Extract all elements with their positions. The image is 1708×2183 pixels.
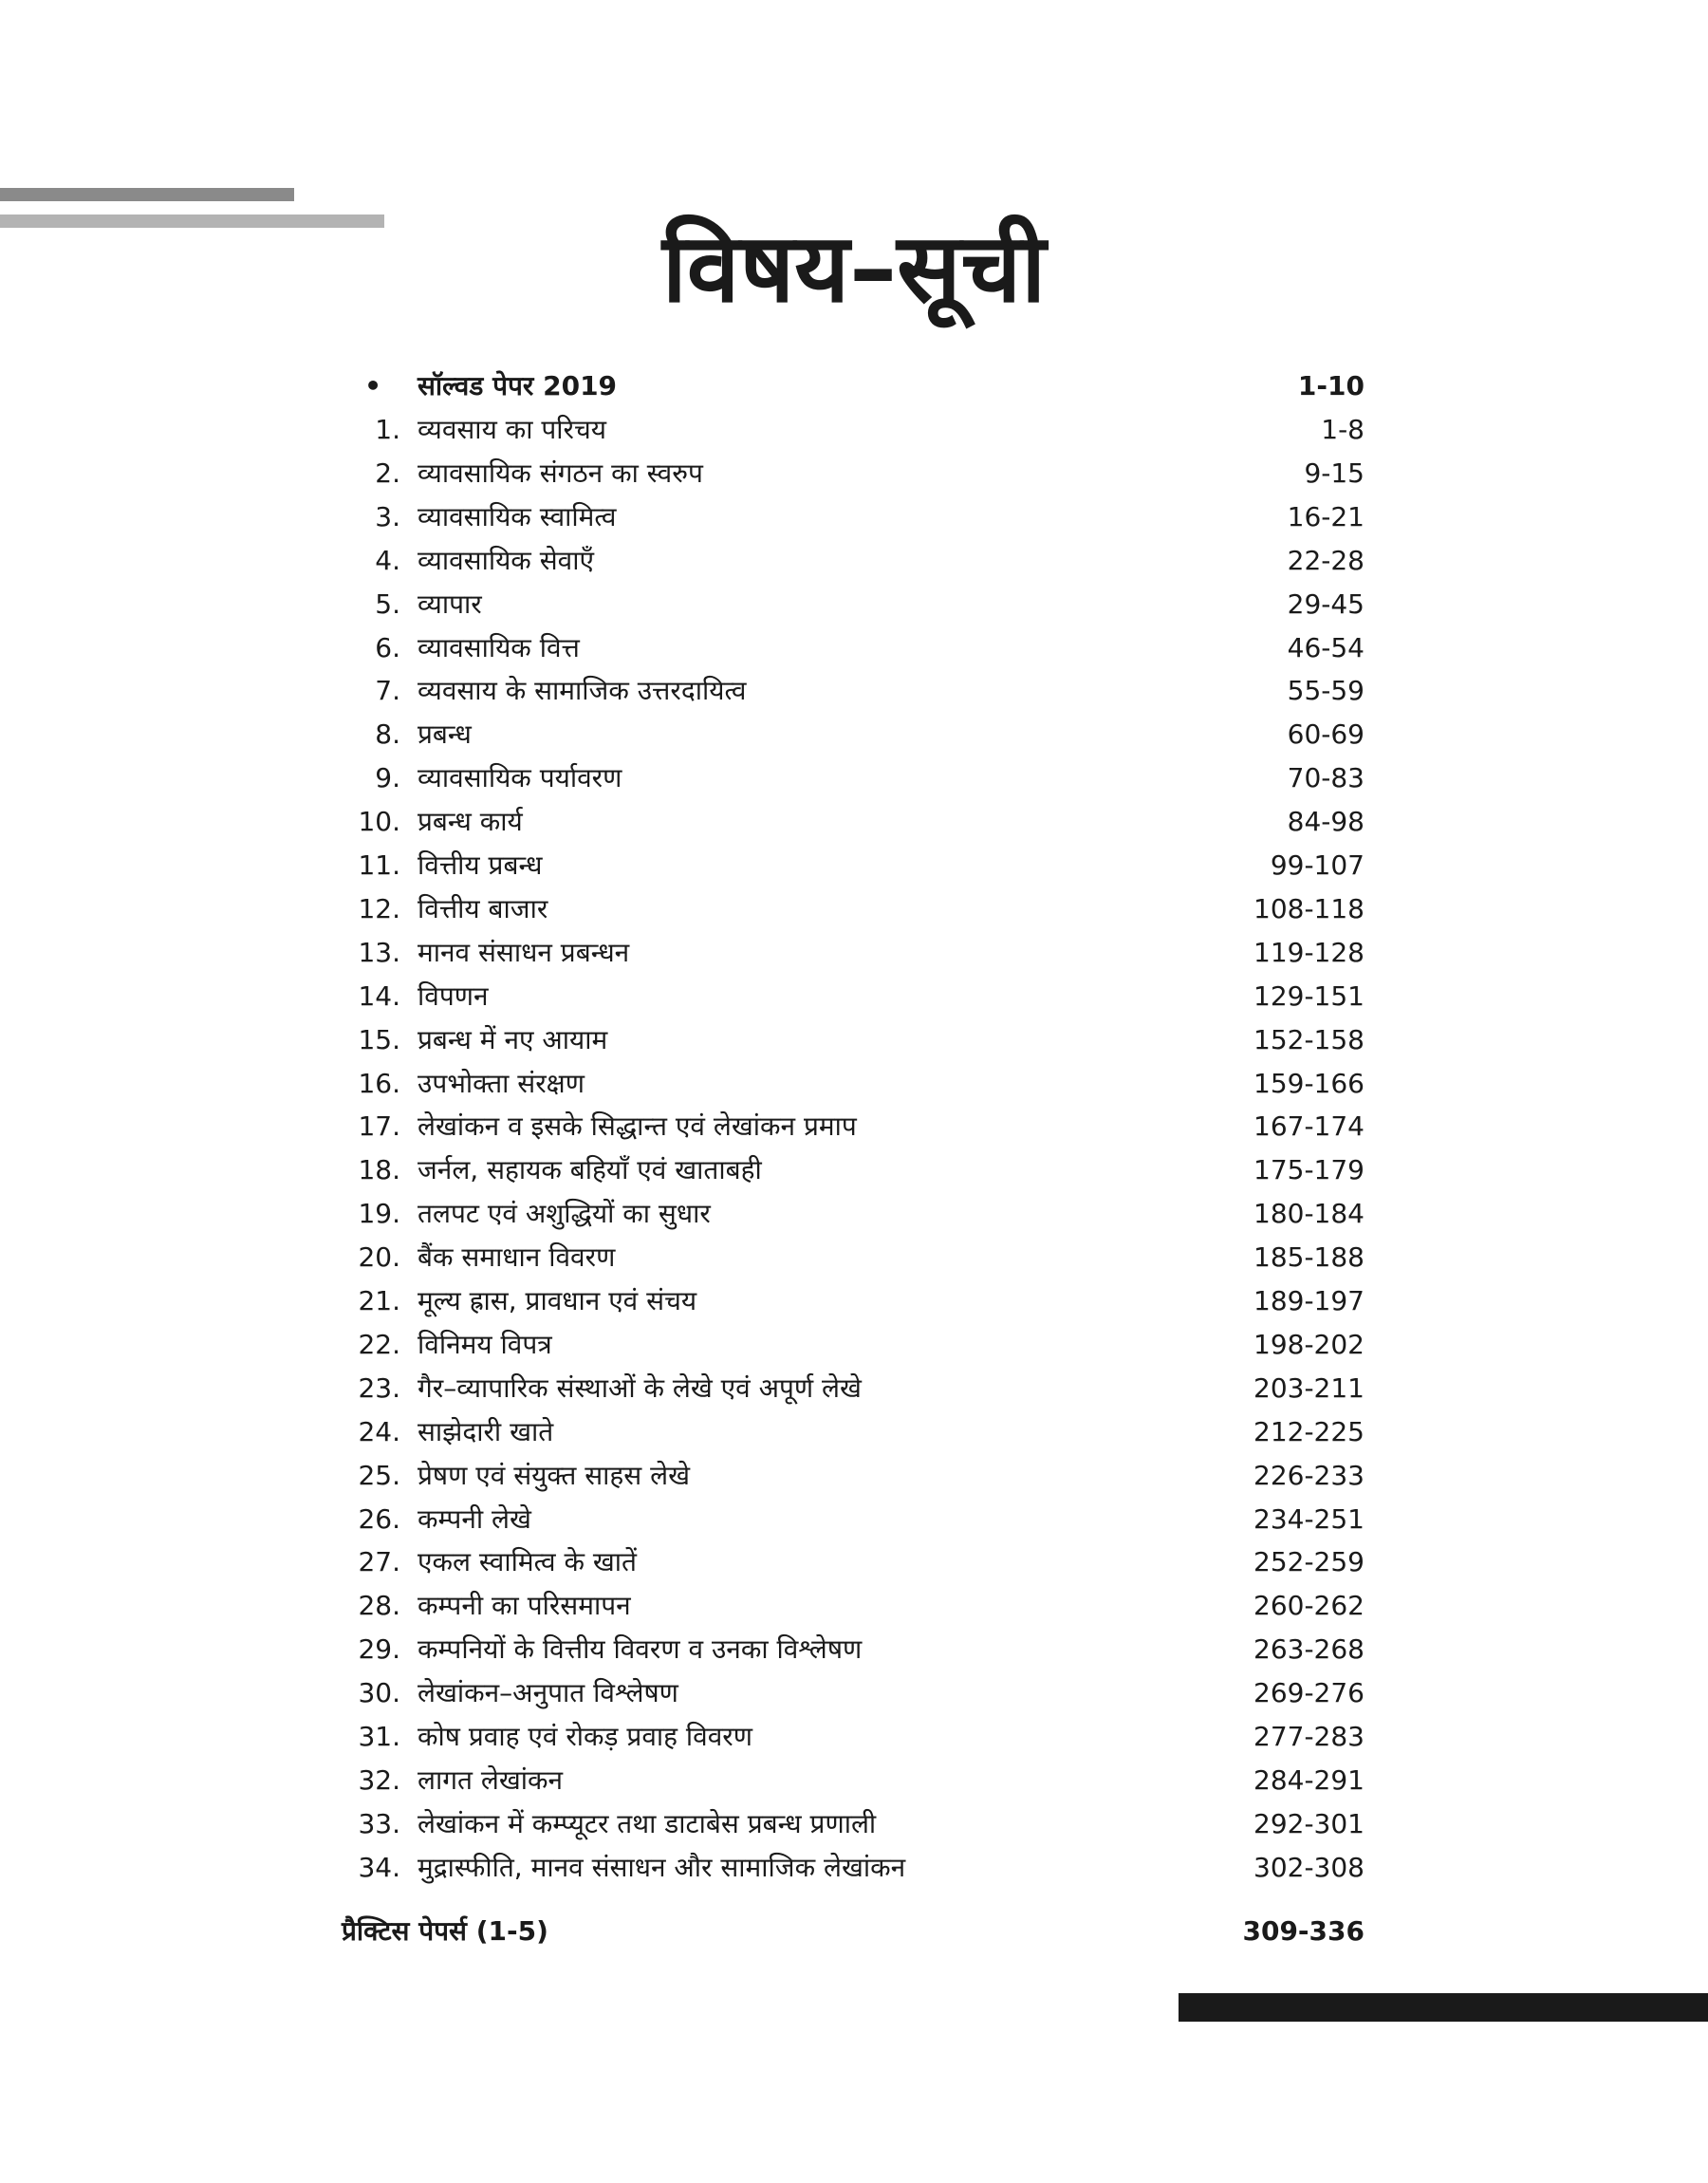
toc-chapter-row [342, 1367, 1365, 1410]
chapter-number: 19. [358, 1198, 400, 1230]
chapter-title: तलपट एवं अशुद्धियों का सुधार [418, 1198, 711, 1230]
chapter-title: व्यापार [418, 588, 482, 620]
toc-chapter-row [342, 1498, 1365, 1541]
chapter-title: मुद्रास्फीति, मानव संसाधन और सामाजिक लेखांकन [418, 1851, 906, 1883]
chapter-number: 3. [375, 500, 400, 532]
toc-chapter-row [342, 452, 1365, 495]
chapter-number: 6. [375, 631, 400, 663]
chapter-number: 31. [358, 1721, 400, 1752]
chapter-pages: 16-21 [1287, 500, 1365, 532]
chapter-pages: 269-276 [1253, 1677, 1365, 1709]
toc-chapter-row [342, 408, 1365, 452]
chapter-pages: 260-262 [1253, 1590, 1365, 1622]
toc-chapter-row [342, 539, 1365, 583]
chapter-number: 26. [358, 1502, 400, 1535]
chapter-title: प्रबन्ध कार्य [418, 806, 523, 838]
chapter-pages: 234-251 [1253, 1502, 1365, 1535]
decorative-bar-top-left [0, 188, 294, 201]
chapter-number: 14. [358, 980, 400, 1012]
chapter-number: 34. [358, 1851, 400, 1883]
chapter-title: वित्तीय बाजार [418, 892, 548, 924]
toc-chapter-row [342, 1846, 1365, 1890]
chapter-title: कम्पनी का परिसमापन [418, 1590, 631, 1622]
chapter-pages: 152-158 [1253, 1023, 1365, 1055]
chapter-number: 8. [375, 718, 400, 751]
chapter-title: लागत लेखांकन [418, 1763, 564, 1796]
chapter-pages: 159-166 [1253, 1067, 1365, 1099]
toc-chapter-row [342, 495, 1365, 539]
chapter-title: व्यावसायिक वित्त [418, 631, 580, 663]
toc-chapter-row [342, 800, 1365, 844]
toc-chapter-row [342, 1671, 1365, 1715]
chapter-pages: 185-188 [1253, 1241, 1365, 1274]
chapter-number: 27. [358, 1546, 400, 1578]
chapter-number: 11. [358, 849, 400, 881]
chapter-number: 12. [358, 892, 400, 924]
chapter-pages: 129-151 [1253, 980, 1365, 1012]
chapter-title: गैर–व्यापारिक संस्थाओं के लेखे एवं अपूर्ण लेखे [418, 1371, 862, 1404]
chapter-number: 1. [375, 414, 400, 445]
chapter-pages: 84-98 [1287, 806, 1365, 838]
toc-chapter-row [342, 583, 1365, 626]
chapter-pages: 180-184 [1253, 1198, 1365, 1230]
chapter-number: 32. [358, 1763, 400, 1796]
chapter-title: वित्तीय प्रबन्ध [418, 849, 543, 881]
chapter-title: मूल्य ह्रास, प्रावधान एवं संचय [418, 1285, 697, 1316]
chapter-title: लेखांकन–अनुपात विश्लेषण [418, 1677, 678, 1709]
chapter-pages: 284-291 [1253, 1763, 1365, 1796]
toc-chapter-row [342, 1236, 1365, 1279]
chapter-title: लेखांकन व इसके सिद्धान्त एवं लेखांकन प्रमाप [418, 1110, 857, 1143]
toc-row-title: सॉल्वड पेपर 2019 [418, 370, 618, 401]
toc-row-title: प्रैक्टिस पेपर्स (1-5) [342, 1915, 548, 1947]
chapter-pages: 29-45 [1287, 588, 1365, 620]
toc-chapter-row [342, 1715, 1365, 1759]
bullet: • [364, 370, 381, 401]
decorative-bar-bottom-right [1179, 1993, 1708, 2022]
toc-chapter-row [342, 887, 1365, 931]
chapter-number: 2. [375, 457, 400, 489]
toc-chapter-row [342, 1802, 1365, 1846]
chapter-pages: 55-59 [1287, 675, 1365, 707]
chapter-pages: 46-54 [1287, 631, 1365, 663]
chapter-number: 24. [358, 1415, 400, 1447]
page-title: विषय–सूची [661, 213, 1047, 324]
chapter-pages: 70-83 [1287, 762, 1365, 794]
chapter-number: 25. [358, 1459, 400, 1491]
toc-chapter-row [342, 975, 1365, 1018]
chapter-pages: 99-107 [1270, 849, 1365, 881]
toc-chapter-row [342, 756, 1365, 800]
chapter-pages: 263-268 [1253, 1633, 1365, 1666]
chapter-title: लेखांकन में कम्प्यूटर तथा डाटाबेस प्रबन्ध प्रणाली [418, 1807, 877, 1839]
chapter-number: 16. [358, 1067, 400, 1099]
toc-row-pages: 309-336 [1242, 1915, 1365, 1947]
chapter-title: एकल स्वामित्व के खातें [418, 1546, 637, 1578]
chapter-pages: 108-118 [1253, 892, 1365, 924]
toc-chapter-row [342, 1062, 1365, 1106]
chapter-title: व्यावसायिक पर्यावरण [418, 762, 622, 794]
chapter-title: व्यावसायिक संगठन का स्वरुप [418, 457, 703, 489]
chapter-number: 21. [358, 1285, 400, 1316]
toc-chapter-row [342, 1410, 1365, 1454]
chapter-pages: 189-197 [1253, 1285, 1365, 1316]
chapter-number: 15. [358, 1023, 400, 1055]
chapter-title: मानव संसाधन प्रबन्धन [418, 936, 630, 968]
chapter-pages: 203-211 [1253, 1371, 1365, 1404]
toc-chapter-row [342, 1454, 1365, 1498]
chapter-title: विपणन [418, 980, 489, 1012]
toc-chapter-row [342, 1584, 1365, 1628]
chapter-number: 28. [358, 1590, 400, 1622]
chapter-pages: 175-179 [1253, 1154, 1365, 1186]
chapter-title: बैंक समाधान विवरण [418, 1241, 616, 1274]
toc-chapter-row [342, 1192, 1365, 1236]
toc-chapter-row [342, 1628, 1365, 1671]
chapter-title: उपभोक्ता संरक्षण [418, 1067, 585, 1099]
chapter-number: 4. [375, 544, 400, 576]
chapter-title: व्यावसायिक सेवाएँ [418, 544, 594, 576]
chapter-number: 20. [358, 1241, 400, 1274]
chapter-number: 13. [358, 936, 400, 968]
toc-chapter-row [342, 931, 1365, 975]
toc-chapter-row [342, 844, 1365, 887]
chapter-title: प्रबन्ध में नए आयाम [418, 1023, 608, 1055]
chapter-pages: 22-28 [1287, 544, 1365, 576]
toc-chapter-row [342, 1540, 1365, 1584]
toc-chapter-row [342, 1759, 1365, 1802]
chapter-pages: 119-128 [1253, 936, 1365, 968]
chapter-number: 23. [358, 1371, 400, 1404]
toc-chapter-row [342, 1279, 1365, 1323]
chapter-number: 18. [358, 1154, 400, 1186]
chapter-pages: 167-174 [1253, 1110, 1365, 1143]
toc-practice-papers-row [342, 1910, 1365, 1953]
toc-chapter-row [342, 669, 1365, 713]
chapter-pages: 1-8 [1321, 414, 1365, 445]
chapter-title: साझेदारी खाते [418, 1415, 554, 1447]
chapter-title: व्यवसाय का परिचय [418, 414, 606, 445]
chapter-pages: 302-308 [1253, 1851, 1365, 1883]
chapter-title: प्रेषण एवं संयुक्त साहस लेखे [418, 1459, 691, 1491]
toc-solved-paper-row [342, 364, 1365, 408]
chapter-pages: 252-259 [1253, 1546, 1365, 1578]
chapter-pages: 60-69 [1287, 718, 1365, 751]
chapter-number: 33. [358, 1807, 400, 1839]
chapter-title: जर्नल, सहायक बहियाँ एवं खाताबही [418, 1154, 762, 1186]
chapter-pages: 212-225 [1253, 1415, 1365, 1447]
chapter-pages: 9-15 [1304, 457, 1365, 489]
toc-chapter-row [342, 1148, 1365, 1192]
chapter-number: 9. [375, 762, 400, 794]
chapter-number: 17. [358, 1110, 400, 1143]
chapter-title: कम्पनी लेखे [418, 1502, 531, 1535]
chapter-number: 7. [375, 675, 400, 707]
chapter-pages: 226-233 [1253, 1459, 1365, 1491]
chapter-title: व्यावसायिक स्वामित्व [418, 500, 617, 532]
chapter-title: विनिमय विपत्र [418, 1328, 552, 1360]
chapter-pages: 198-202 [1253, 1328, 1365, 1360]
chapter-pages: 277-283 [1253, 1721, 1365, 1752]
chapter-number: 29. [358, 1633, 400, 1666]
toc-chapter-row [342, 1018, 1365, 1062]
chapter-number: 5. [375, 588, 400, 620]
chapter-number: 30. [358, 1677, 400, 1709]
toc-chapter-row [342, 1323, 1365, 1367]
toc-row-pages: 1-10 [1297, 370, 1365, 401]
chapter-title: कम्पनियों के वित्तीय विवरण व उनका विश्लेषण [418, 1633, 863, 1666]
toc-chapter-row [342, 713, 1365, 756]
toc-chapter-row [342, 626, 1365, 670]
chapter-pages: 292-301 [1253, 1807, 1365, 1839]
toc-chapter-row [342, 1105, 1365, 1148]
chapter-number: 22. [358, 1328, 400, 1360]
chapter-title: व्यवसाय के सामाजिक उत्तरदायित्व [418, 675, 747, 707]
chapter-title: कोष प्रवाह एवं रोकड़ प्रवाह विवरण [418, 1721, 753, 1752]
chapter-title: प्रबन्ध [418, 718, 472, 751]
chapter-number: 10. [358, 806, 400, 838]
